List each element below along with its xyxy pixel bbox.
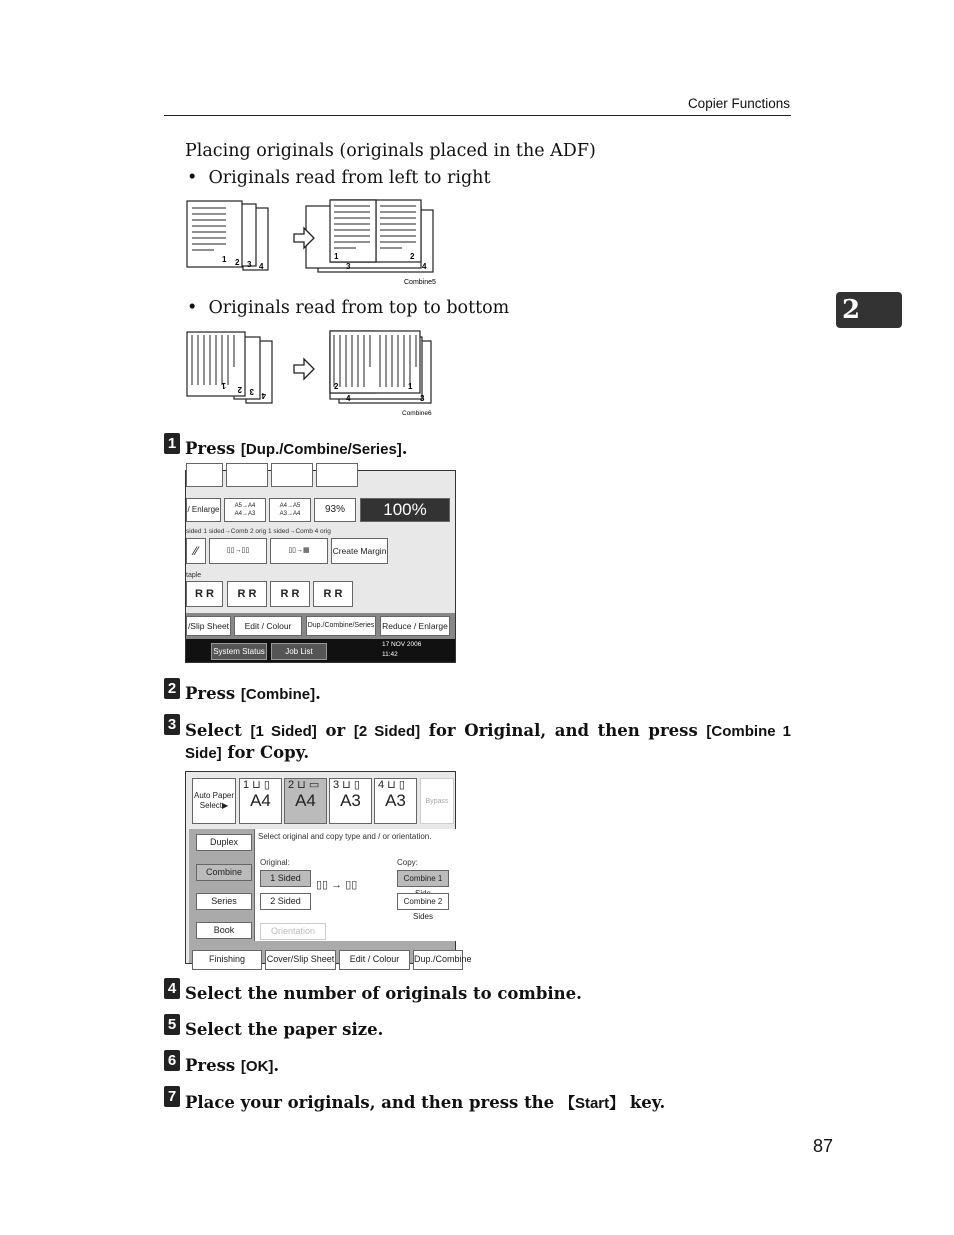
key-ok: [OK] bbox=[240, 1058, 274, 1075]
d1-num-4: 4 bbox=[259, 262, 264, 271]
auto-paper-select-button[interactable]: Auto Paper Select▶ bbox=[192, 778, 236, 824]
tray-4-button[interactable] bbox=[374, 778, 417, 824]
tray-3-button[interactable] bbox=[329, 778, 372, 824]
top-button[interactable] bbox=[271, 463, 313, 487]
top-button[interactable] bbox=[186, 463, 223, 487]
top-button[interactable] bbox=[316, 463, 358, 487]
caption-combine5: Combine5 bbox=[404, 279, 436, 286]
datetime-time: 11:42 bbox=[382, 651, 398, 658]
step-text-part: Press bbox=[185, 439, 241, 458]
pct-100-button[interactable]: 100% bbox=[360, 498, 450, 522]
d1-num-1: 1 bbox=[222, 255, 227, 264]
key-combine: [Combine] bbox=[240, 686, 316, 703]
d1-out-2: 2 bbox=[410, 252, 415, 261]
step-6-text bbox=[185, 1056, 279, 1075]
step-text-part: Press bbox=[185, 684, 241, 703]
step-number-6: 6 bbox=[164, 1050, 180, 1071]
key-1-sided: [1 Sided] bbox=[250, 723, 317, 740]
bullet-text: Originals read from top to bottom bbox=[208, 298, 510, 318]
step-3-text bbox=[185, 720, 791, 764]
diagram-left-to-right bbox=[184, 196, 444, 288]
step-text-part: . bbox=[401, 439, 408, 458]
page-number: 87 bbox=[813, 1136, 834, 1156]
arrow-icon bbox=[294, 359, 314, 379]
step-number-4: 4 bbox=[164, 978, 180, 999]
sided-button[interactable]: ⁄⁄ bbox=[186, 538, 206, 564]
system-status-button[interactable]: System Status bbox=[211, 643, 267, 660]
d2-num-4: 4 bbox=[261, 391, 266, 400]
step-number-1: 1 bbox=[164, 433, 180, 454]
staple-button-2[interactable]: R R bbox=[227, 581, 267, 607]
tab-dup-combine[interactable]: Dup./Combine bbox=[413, 950, 463, 970]
menu-combine[interactable]: Combine bbox=[196, 864, 252, 881]
d1-out-4: 4 bbox=[422, 262, 427, 271]
caption-combine6: Combine6 bbox=[402, 410, 432, 417]
original-label: Original: bbox=[260, 858, 290, 867]
tray-size: A4 bbox=[295, 791, 316, 810]
staple-label: taple bbox=[186, 572, 202, 579]
header-rule bbox=[164, 115, 791, 116]
tray-number: 1 bbox=[243, 779, 250, 791]
tab-edit-colour[interactable]: Edit / Colour bbox=[234, 616, 302, 636]
menu-duplex[interactable]: Duplex bbox=[196, 834, 252, 851]
step-2-text bbox=[185, 684, 321, 703]
comb-4-orig-button[interactable]: ▯▯→▦ bbox=[270, 538, 328, 564]
running-header: Copier Functions bbox=[687, 96, 790, 111]
key-start: 【Start】 bbox=[559, 1095, 625, 1112]
intro-heading: Placing originals (originals placed in the ADF) bbox=[185, 141, 596, 161]
d2-num-3: 3 bbox=[249, 387, 254, 396]
step-text-part: Select bbox=[185, 721, 251, 740]
step-text-part: key. bbox=[624, 1093, 666, 1112]
create-margin-button[interactable]: Create Margin bbox=[331, 538, 388, 564]
tab-cover-slip-sheet[interactable]: Cover/Slip Sheet bbox=[265, 950, 336, 970]
tab-edit-colour[interactable]: Edit / Colour bbox=[339, 950, 410, 970]
tray-size: A3 bbox=[385, 791, 406, 810]
tray-number: 2 bbox=[288, 779, 295, 791]
step-7-text bbox=[185, 1092, 665, 1113]
chapter-tab: 2 bbox=[836, 292, 902, 328]
combine-1-side-button[interactable]: Combine 1 bbox=[397, 870, 449, 887]
ratio-label: A4→A5 bbox=[279, 503, 301, 509]
step-number-7: 7 bbox=[164, 1086, 180, 1107]
step-text-part: or bbox=[316, 721, 354, 740]
menu-series[interactable]: Series bbox=[196, 893, 252, 910]
two-sided-button[interactable]: 2 Sided bbox=[260, 893, 311, 910]
step-text-part: Press bbox=[185, 1056, 241, 1075]
bypass-button[interactable]: Bypass bbox=[420, 778, 454, 824]
tab-reduce-enlarge[interactable]: Reduce / Enlarge bbox=[380, 616, 450, 636]
step-text-part: for Original, and then press bbox=[420, 721, 707, 740]
step-number-2: 2 bbox=[164, 678, 180, 699]
screen-combine-settings bbox=[185, 771, 472, 964]
bullet-text: Originals read from left to right bbox=[208, 168, 491, 188]
datetime-date: 17 NOV 2006 bbox=[382, 641, 422, 648]
step-text-part: . bbox=[315, 684, 321, 703]
step-number-3: 3 bbox=[164, 714, 180, 735]
d2-out-4: 4 bbox=[346, 394, 351, 403]
tray-size: A4 bbox=[250, 791, 271, 810]
tab-slip-sheet[interactable]: /Slip Sheet bbox=[186, 616, 231, 636]
ratio-label: A5→A4 bbox=[234, 503, 256, 509]
staple-button-3[interactable]: R R bbox=[270, 581, 310, 607]
instruction-text: Select original and copy type and / or orientation. bbox=[258, 832, 432, 841]
step-5-text: Select the paper size. bbox=[185, 1020, 384, 1039]
tray-size: A3 bbox=[340, 791, 361, 810]
tray-number: 3 bbox=[333, 779, 340, 791]
step-4-text: Select the number of originals to combine. bbox=[185, 984, 582, 1003]
d2-num-2: 2 bbox=[237, 385, 242, 394]
key-combine-1-side: [Combine 1 Side] bbox=[185, 723, 792, 762]
bullet-left-right: • Originals read from left to right bbox=[187, 168, 491, 188]
tab-dup-combine-series[interactable]: Dup./Combine/Series bbox=[306, 616, 376, 636]
screen-dup-combine bbox=[185, 470, 456, 663]
tray-2-button[interactable] bbox=[284, 778, 327, 824]
ratio-label: A3→A4 bbox=[279, 511, 301, 517]
d1-out-3: 3 bbox=[346, 262, 351, 271]
staple-button-1[interactable]: R R bbox=[186, 581, 223, 607]
d2-num-1: 1 bbox=[221, 381, 226, 390]
tray-num: 4 ⊔ ▯ bbox=[378, 779, 405, 791]
copy-label: Copy: bbox=[397, 858, 418, 867]
tray-num: 3 ⊔ ▯ bbox=[333, 779, 360, 791]
ratio-button-2[interactable] bbox=[269, 498, 311, 522]
tray-num: 1 ⊔ ▯ bbox=[243, 779, 270, 791]
pct-93-button[interactable]: 93% bbox=[314, 498, 356, 522]
tray-number: 4 bbox=[378, 779, 385, 791]
enlarge-button[interactable]: / Enlarge bbox=[186, 498, 221, 522]
step-number-5: 5 bbox=[164, 1014, 180, 1035]
menu-book[interactable]: Book bbox=[196, 922, 252, 939]
ratio-label: A4→A3 bbox=[234, 511, 256, 517]
staple-button-4[interactable]: R R bbox=[313, 581, 353, 607]
top-button[interactable] bbox=[226, 463, 268, 487]
comb-2-orig-button[interactable]: ▯▯→▯▯ bbox=[209, 538, 267, 564]
step-text-part: for Copy. bbox=[221, 743, 310, 762]
d1-num-2: 2 bbox=[235, 258, 240, 267]
bullet-top-bottom: • Originals read from top to bottom bbox=[187, 298, 510, 318]
d2-out-2: 2 bbox=[334, 382, 339, 391]
step-text-part: . bbox=[273, 1056, 280, 1075]
orientation-button[interactable]: Orientation bbox=[260, 923, 326, 940]
diagram-top-to-bottom bbox=[184, 327, 444, 419]
key-2-sided: [2 Sided] bbox=[353, 723, 421, 740]
d2-out-1: 1 bbox=[408, 382, 413, 391]
d1-num-3: 3 bbox=[247, 260, 252, 269]
ratio-button-1[interactable] bbox=[224, 498, 266, 522]
d1-out-1: 1 bbox=[334, 252, 339, 261]
combine-2-sides-button[interactable]: Combine 2 Sides bbox=[397, 893, 449, 910]
tab-finishing[interactable]: Finishing bbox=[192, 950, 262, 970]
d2-out-3: 3 bbox=[420, 394, 425, 403]
step-text-part: Place your originals, and then press the bbox=[185, 1093, 560, 1112]
one-sided-button[interactable]: 1 Sided bbox=[260, 870, 311, 887]
tray-num: 2 ⊔ ▭ bbox=[288, 779, 320, 791]
combine-preview-icon: ▯▯ → ▯▯ bbox=[316, 879, 358, 891]
key-dup-combine-series: [Dup./Combine/Series] bbox=[240, 441, 402, 458]
step-1-text bbox=[185, 439, 408, 458]
tray-1-button[interactable] bbox=[239, 778, 282, 824]
job-list-button[interactable]: Job List bbox=[271, 643, 327, 660]
sided-label: sided 1 sided→Comb 2 orig 1 sided→Comb 4 orig bbox=[186, 528, 331, 535]
